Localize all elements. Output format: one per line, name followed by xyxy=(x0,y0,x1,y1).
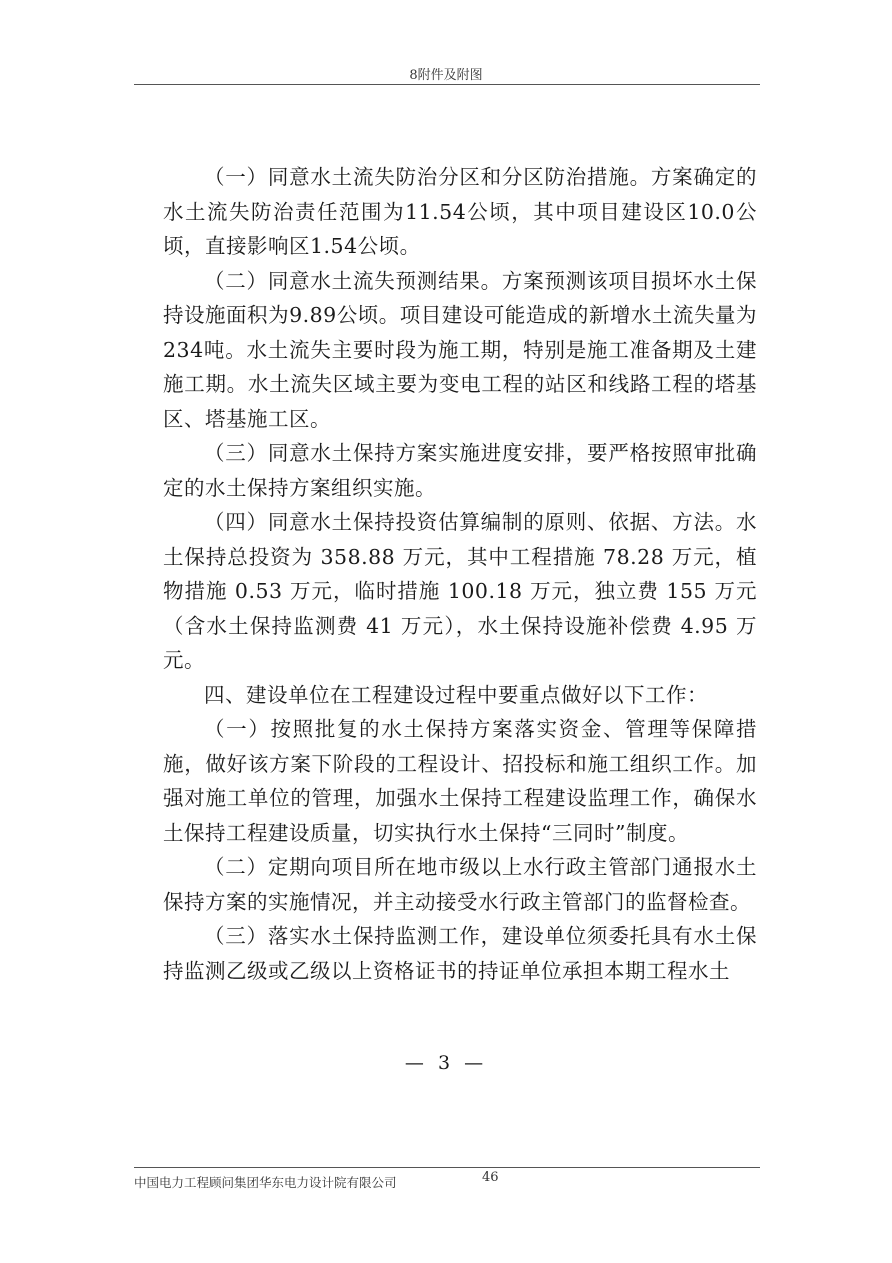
paragraph-8: （三）落实水土保持监测工作，建设单位须委托具有水土保持监测乙级或乙级以上资格证书的持证单位承担本期工程水土 xyxy=(163,924,757,983)
running-header: 8附件及附图 xyxy=(409,68,483,83)
paragraph-5: 四、建设单位在工程建设过程中要重点做好以下工作： xyxy=(204,682,708,707)
header-divider xyxy=(134,84,760,85)
paragraph-4: （四）同意水土保持投资估算编制的原则、依据、方法。水土保持总投资为 358.88 万元，其中工程措施 78.28 万元，植物措施 0.53 万元，临时措施 100.18 万元，独立费 155 万元（含水土保持监测费 41 万元），水土保持设施补偿费 4.95 万元。 xyxy=(163,510,757,672)
paragraph-2: （二）同意水土流失预测结果。方案预测该项目损坏水土保持设施面积为9.89公顷。项目建设可能造成的新增水土流失量为234吨。水土流失主要时段为施工期，特别是施工准备期及土建施工期。水土流失区域主要为变电工程的站区和线路工程的塔基区、塔基施工区。 xyxy=(163,268,757,431)
page-number: — 3 — xyxy=(404,1052,488,1074)
paragraph-1: （一）同意水土流失防治分区和分区防治措施。方案确定的水土流失防治责任范围为11.54公顷，其中项目建设区10.0公顷，直接影响区1.54公顷。 xyxy=(163,165,757,258)
paragraph-7: （二）定期向项目所在地市级以上水行政主管部门通报水土保持方案的实施情况，并主动接受水行政主管部门的监督检查。 xyxy=(163,855,757,914)
footer-divider xyxy=(134,1167,760,1168)
paragraph-3: （三）同意水土保持方案实施进度安排，要严格按照审批确定的水土保持方案组织实施。 xyxy=(163,441,757,500)
footer-company: 中国电力工程顾问集团华东电力设计院有限公司 xyxy=(134,1175,397,1190)
document-body xyxy=(163,160,757,988)
paragraph-6: （一）按照批复的水土保持方案落实资金、管理等保障措施，做好该方案下阶段的工程设计、招投标和施工组织工作。加强对施工单位的管理，加强水土保持工程建设监理工作，确保水土保持工程建设质量，切实执行水土保持“三同时”制度。 xyxy=(163,717,757,845)
footer-page-number: 46 xyxy=(482,1170,499,1185)
